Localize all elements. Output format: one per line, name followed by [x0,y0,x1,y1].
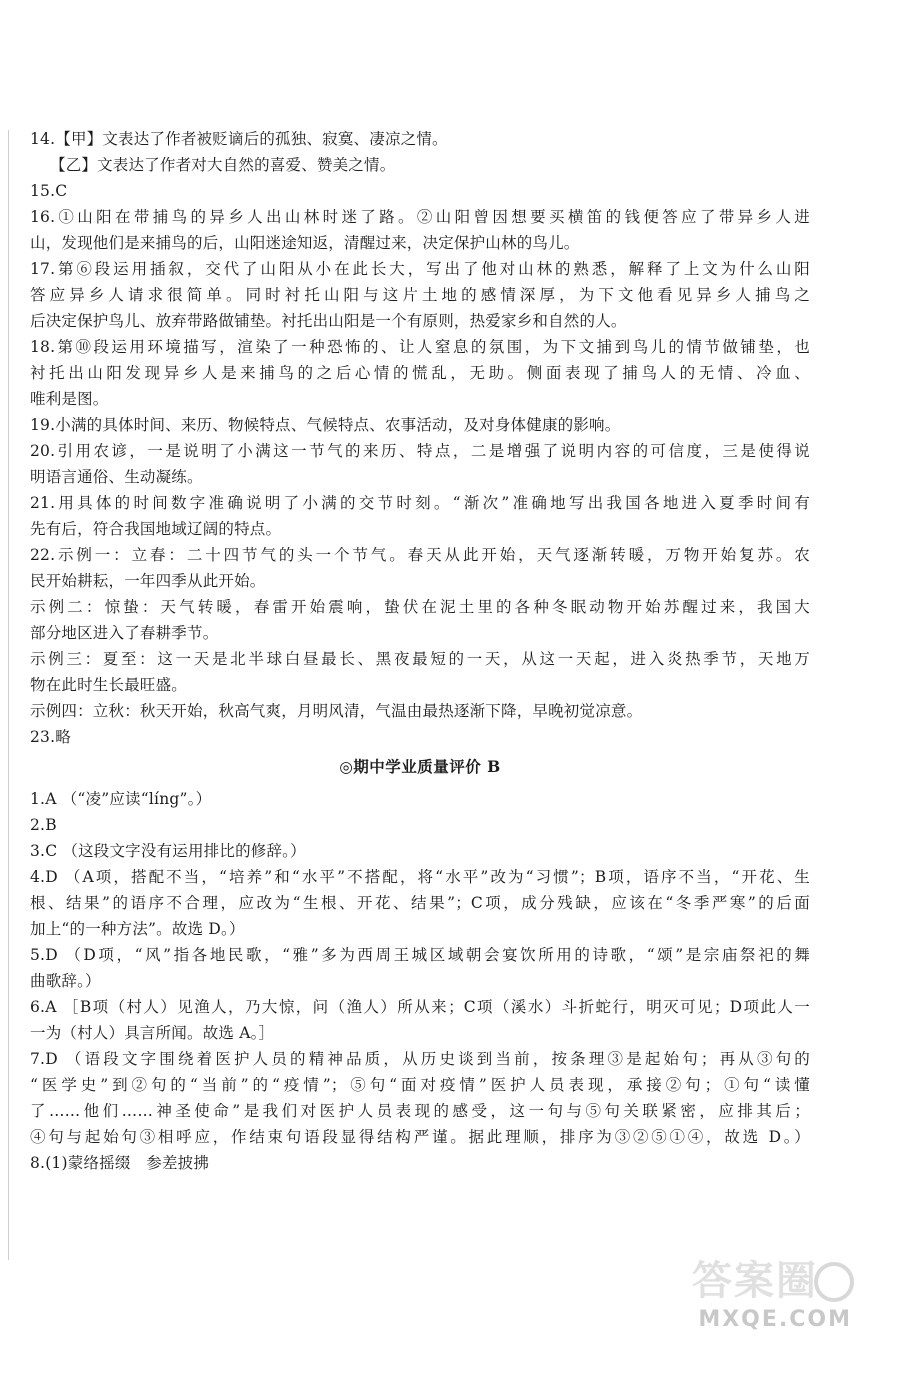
answer-line: 23.略 [30,728,71,746]
answer-line: 16.①山阳在带捕鸟的异乡人出山林时迷了路。②山阳曾因想要买横笛的钱便答应了带异乡人进 [30,208,810,226]
answer-line: 一为（村人）具言所闻。故选 A。］ [30,1024,275,1042]
answer-line: 先有后，符合我国地域辽阔的特点。 [30,520,282,538]
answer-line: 加上“的一种方法”。故选 D。） [30,920,245,938]
answer-line: 民开始耕耘，一年四季从此开始。 [30,572,266,590]
answer-line: 衬托出山阳发现异乡人是来捕鸟的之后心情的慌乱，无助。侧面表现了捕鸟人的无情、冷血、 [30,364,810,382]
answer-content [30,126,810,1176]
watermark-site-text: MXQE.COM [698,1307,852,1332]
section-heading: ◎期中学业质量评价 B [339,757,501,776]
answer-line: 示例三：夏至：这一天是北半球白昼最长、黑夜最短的一天，从这一天起，进入炎热季节，天地万 [30,650,810,668]
answers-bottom-block [30,786,810,1176]
answer-line: 18.第⑩段运用环境描写，渲染了一种恐怖的、让人窒息的氛围，为下文捕到鸟儿的情节做铺垫，也 [30,338,810,356]
answer-line: 4.D （A项，搭配不当，“培养”和“水平”不搭配，将“水平”改为“习惯”；B项，语序不当，“开花、生 [30,868,810,886]
answer-line: 3.C （这段文字没有运用排比的修辞。） [30,842,306,860]
watermark-logo [688,1258,878,1350]
answer-line: 唯利是图。 [30,390,109,408]
answer-line: 7.D （语段文字围绕着医护人员的精神品质，从历史谈到当前，按条理③是起始句；再从③句的 [30,1050,810,1068]
answer-line: 19.小满的具体时间、来历、物候特点、气候特点、农事活动，及对身体健康的影响。 [30,416,621,434]
answer-line: 山，发现他们是来捕鸟的后，山阳迷途知返，清醒过来，决定保护山林的鸟儿。 [30,234,580,252]
answer-line: 6.A ［B项（村人）见渔人，乃大惊，问（渔人）所从来；C项（溪水）斗折蛇行，明灭可见；D项此人一 [30,998,810,1016]
answer-line: 后决定保护鸟儿、放弃带路做铺垫。衬托出山阳是一个有原则，热爱家乡和自然的人。 [30,312,627,330]
answer-line: 14.【甲】文表达了作者被贬谪后的孤独、寂寞、凄凉之情。 [30,130,448,148]
answer-line: 答应异乡人请求很简单。同时衬托山阳与这片土地的感情深厚，为下文他看见异乡人捕鸟之 [30,286,810,304]
answer-line: 物在此时生长最旺盛。 [30,676,188,694]
answer-line: 20.引用农谚，一是说明了小满这一节气的来历、特点，二是增强了说明内容的可信度，三是使得说 [30,442,810,460]
watermark-logo-text: 答案圈 [692,1258,818,1304]
answer-line: 示例二：惊蛰：天气转暖，春雷开始震响，蛰伏在泥土里的各种冬眠动物开始苏醒过来，我国大 [30,598,810,616]
answer-line: 明语言通俗、生动凝练。 [30,468,203,486]
binding-margin-line [8,130,9,1260]
answer-line: 1.A （“凌”应读“líng”。） [30,790,212,808]
answer-line: 8.(1)蒙络摇缀 参差披拂 [30,1154,210,1172]
answer-line: 17.第⑥段运用插叙，交代了山阳从小在此长大，写出了他对山林的熟悉，解释了上文为什么山阳 [30,260,810,278]
answer-line: 22.示例一：立春：二十四节气的头一个节气。春天从此开始，天气逐渐转暖，万物开始复苏。农 [30,546,810,564]
watermark-circle-icon [814,1262,854,1302]
answer-line: 根、结果”的语序不合理，应改为“生根、开花、结果”；C项，成分残缺，应该在“冬季严寒”的后面 [30,894,810,912]
answer-line: 5.D （D项，“风”指各地民歌，“雅”多为西周王城区域朝会宴饮所用的诗歌，“颂”是宗庙祭祀的舞 [30,946,810,964]
answer-line: 部分地区进入了春耕季节。 [30,624,219,642]
answer-line: 15.C [30,182,68,200]
answer-line: 【乙】文表达了作者对大自然的喜爱、赞美之情。 [50,156,396,174]
answer-line: ④句与起始句③相呼应，作结束句语段显得结构严谨。据此理顺，排序为③②⑤①④，故选 D。） [30,1128,810,1146]
answer-line: “医学史”到②句的“当前”的“疫情”；⑤句“面对疫情”医护人员表现，承接②句；①句“读懂 [30,1076,810,1094]
answers-top-block [30,126,810,750]
answer-line: 了……他们……神圣使命”是我们对医护人员表现的感受，这一句与⑤句关联紧密，应排其后； [30,1102,810,1120]
answer-line: 21.用具体的时间数字准确说明了小满的交节时刻。“渐次”准确地写出我国各地进入夏季时间有 [30,494,810,512]
answer-line: 2.B [30,816,57,834]
answer-line: 示例四：立秋：秋天开始，秋高气爽，月明风清，气温由最热逐渐下降，早晚初觉凉意。 [30,702,643,720]
answer-line: 曲歌辞。） [30,972,101,990]
